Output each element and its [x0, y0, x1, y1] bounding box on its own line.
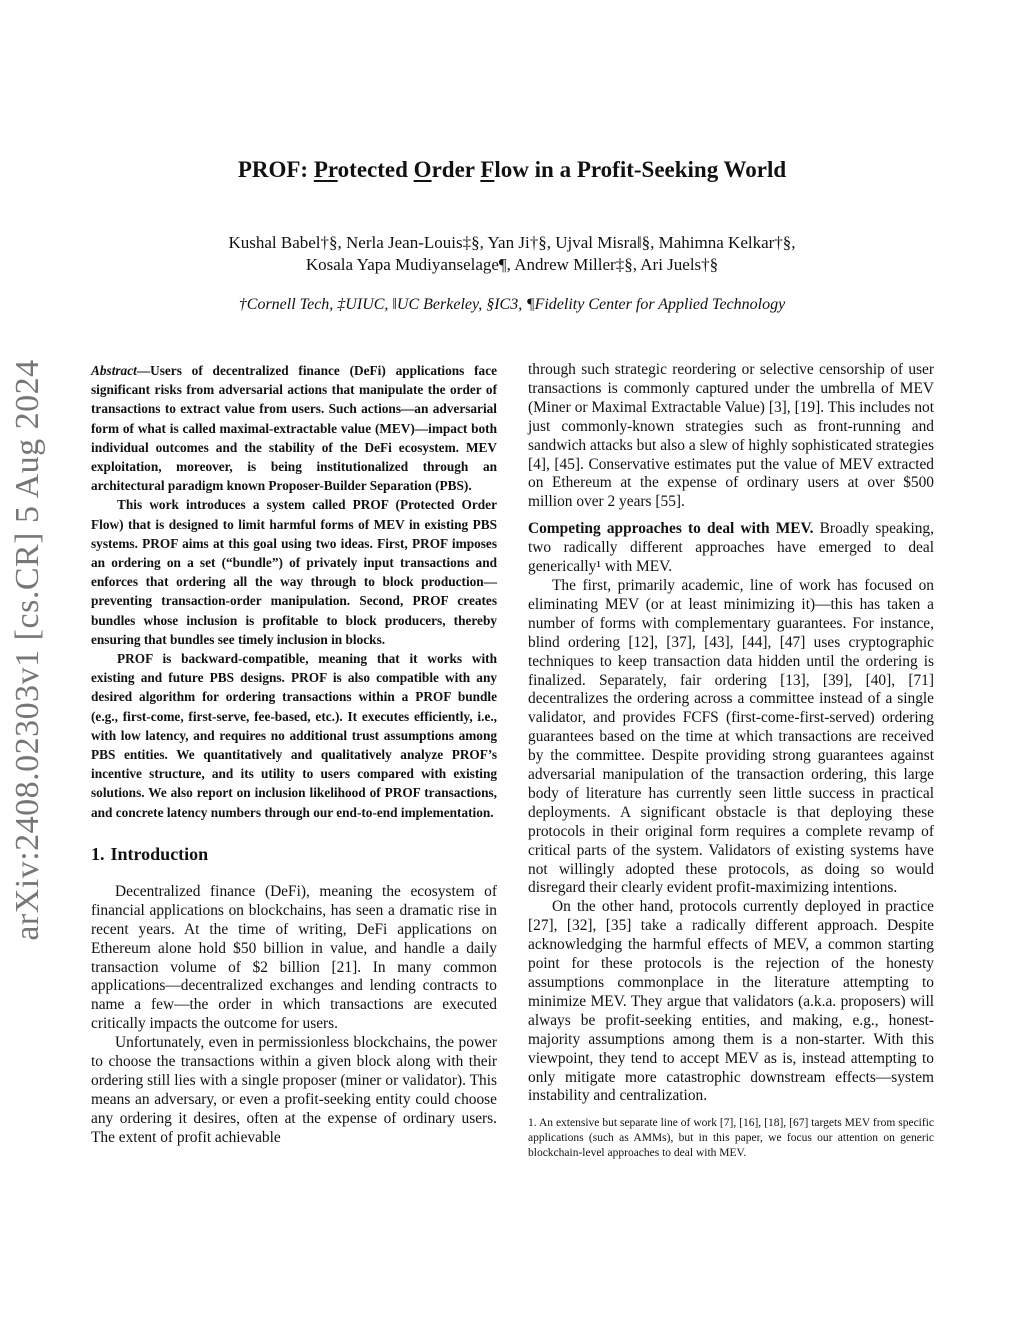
- abstract: [91, 361, 497, 822]
- author-list: [0, 232, 1024, 276]
- abstract-paragraph-2: This work introduces a system called PROF (Protected Order Flow) that is designed to limit harmful forms of MEV in existing PBS systems. PROF aims at this goal using two ideas. First, PROF imposes an ordering on a set (“bundle”) of privately input transactions and enforces that ordering all the way through to block production—preventing transaction-order manipulation. Second, PROF creates bundles whose inclusion is profitable to block producers, thereby ensuring that bundles see timely inclusion in blocks.: [91, 497, 497, 647]
- arxiv-sidebar: [2, 350, 54, 950]
- title-word-flow: low in a Profit-Seeking World: [494, 157, 787, 182]
- title-underlined-o: O: [413, 157, 432, 182]
- introduction-body: [91, 883, 497, 1148]
- paper-title: [0, 157, 1024, 183]
- affiliations: †Cornell Tech, ‡UIUC, ‖UC Berkeley, §IC3, ¶Fidelity Center for Applied Technology: [238, 296, 786, 313]
- title-underlined-f: F: [480, 157, 495, 182]
- abstract-paragraph-1: [91, 361, 497, 495]
- authors-line-1: Kushal Babel†§, Nerla Jean-Louis‡§, Yan Ji†§, Ujval Misra‖§, Mahimna Kelkar†§,: [228, 233, 796, 252]
- abstract-paragraph-3: PROF is backward-compatible, meaning that it works with existing and future PBS designs. PROF is also compatible with any desired algorithm for ordering transactions within a PROF bundle (e.g., first-come, first-serve, fee-based, etc.). It executes efficiently, i.e., with low latency, and requires no additional trust assumptions among PBS entities. We quantitatively and qualitatively analyze PROF’s incentive structure, and its utility to users compared with existing solutions. We also report on inclusion likelihood of PROF transactions, and concrete latency numbers through our end-to-end implementation.: [91, 651, 497, 820]
- title-word-order: rder: [431, 157, 481, 182]
- title-underlined-pr: Pr: [313, 157, 338, 182]
- authors-line-2: Kosala Yapa Mudiyanselage¶, Andrew Miller‡§, Ari Juels†§: [305, 255, 719, 274]
- title-word-protected: otected: [337, 157, 414, 182]
- section-number: 1.: [91, 843, 105, 864]
- right-paragraph-3: The first, primarily academic, line of work has focused on eliminating MEV (or at least minimizing it)—this has taken a number of forms with complementary guarantees. For instance, blind ordering [12], [37], [43], [44], [47] uses cryptographic techniques to keep transaction data hidden until the ordering is finalized. Separately, fair ordering [13], [39], [40], [71] decentralizes the ordering across a committee instead of a single validator, and provides FCFS (first-come-first-served) ordering guarantees based on the time at which transactions are received by the committee. Despite providing strong guarantees against adversarial manipulation of the transaction ordering, this large body of literature has currently seen little success in practical deployments. A significant obstacle is that deploying these protocols in their original form requires a complete revamp of critical parts of the system. Validators of existing systems have not willingly adopted these protocols, as doing so would disregard their clearly evident profit-maximizing intentions.: [528, 576, 934, 897]
- title-prefix: PROF:: [237, 157, 314, 182]
- abstract-label: Abstract: [91, 363, 137, 378]
- footnote-1: 1. An extensive but separate line of work [7], [16], [18], [67] targets MEV from specific applications (such as AMMs), but in this paper, we focus our attention on generic blockchain-level approaches to deal with MEV.: [528, 1117, 934, 1160]
- right-paragraph-2: [528, 520, 934, 577]
- arxiv-identifier: arXiv:2408.02303v1 [cs.CR] 5 Aug 2024: [9, 359, 46, 941]
- right-column: [528, 361, 934, 1161]
- section-heading-introduction: [91, 844, 497, 865]
- right-column-body: [528, 361, 934, 1106]
- left-column: [91, 361, 497, 1148]
- intro-paragraph-2: Unfortunately, even in permissionless blockchains, the power to choose the transactions within a given block along with their ordering still lies with a single proposer (miner or validator). This means an adversary, or even a profit-seeking entity could choose any ordering it desires, often at the expense of ordinary users. The extent of profit achievable: [91, 1034, 497, 1146]
- abstract-p1-text: —Users of decentralized finance (DeFi) applications face significant risks from adversarial actions that manipulate the order of transactions to extract value from users. Such actions—an adversarial form of what is called maximal-extractable value (MEV)—impact both individual outcomes and the stability of the DeFi ecosystem. MEV exploitation, moreover, is being institutionalized through an architectural paradigm known Proposer-Builder Separation (PBS).: [91, 363, 497, 494]
- right-paragraph-4: On the other hand, protocols currently deployed in practice [27], [32], [35] take a radically different approach. Despite acknowledging the harmful effects of MEV, a common starting point for these protocols is the rejection of the honesty assumptions commonplace in the literature attempting to minimize MEV. They argue that validators (a.k.a. proposers) will always be profit-seeking entities, and making, e.g., honest-majority assumptions among them is a non-starter. With this viewpoint, they tend to accept MEV as is, instead attempting to only mitigate more catastrophic downstream effects—system instability and centralization.: [528, 898, 934, 1105]
- intro-paragraph-1: Decentralized finance (DeFi), meaning the ecosystem of financial applications on blockchains, has seen a dramatic rise in recent years. At the time of writing, DeFi applications on Ethereum alone hold $50 billion in value, and handle a daily transaction volume of $2 billion [21]. In many common applications—decentralized exchanges and lending contracts to name a few—the order in which transactions are executed critically impacts the outcome for users.: [91, 882, 497, 1033]
- right-p2-text: Broadly speaking, two radically different approaches have emerged to deal generically¹ with MEV.: [528, 520, 934, 576]
- paragraph-heading-competing-approaches: Competing approaches to deal with MEV.: [528, 520, 814, 538]
- right-paragraph-1: through such strategic reordering or selective censorship of user transactions is commonly captured under the umbrella of MEV (Miner or Maximal Extractable Value) [3], [19]. This includes not just commonly-known strategies such as front-running and sandwich attacks but also a slew of highly sophisticated strategies [4], [45]. Conservative estimates put the value of MEV extracted on Ethereum at the expense of ordinary users at over $500 million over 2 years [55].: [528, 361, 934, 511]
- section-title: Introduction: [110, 843, 209, 864]
